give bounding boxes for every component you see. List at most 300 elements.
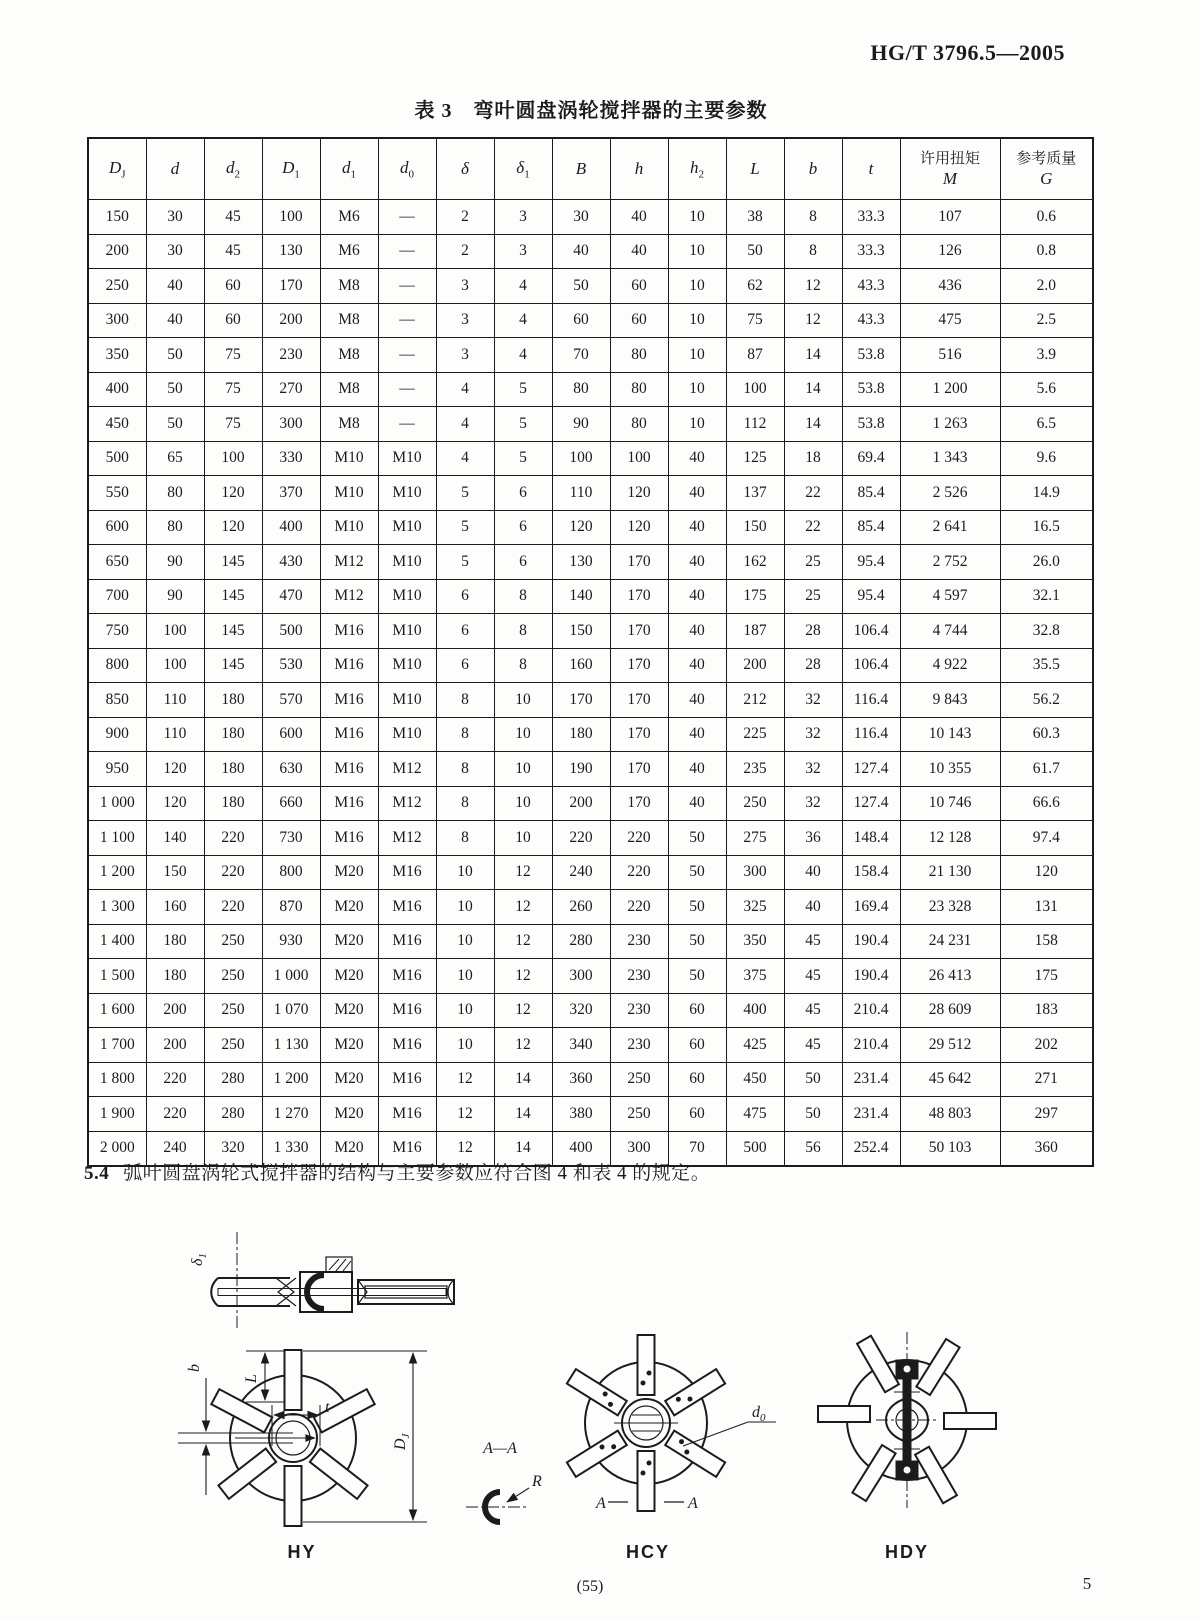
table-cell: 660 bbox=[262, 786, 320, 821]
table-cell: 210.4 bbox=[842, 993, 900, 1028]
table-cell: 220 bbox=[610, 855, 668, 890]
table-cell: 28 bbox=[784, 648, 842, 683]
table-cell: 60 bbox=[610, 269, 668, 304]
table-cell: 100 bbox=[204, 441, 262, 476]
table-cell: 29 512 bbox=[900, 1028, 1000, 1063]
table-cell: M16 bbox=[320, 683, 378, 718]
table-cell: 10 bbox=[494, 786, 552, 821]
table-cell: 10 bbox=[668, 407, 726, 442]
table-cell: 32 bbox=[784, 717, 842, 752]
table-cell: 40 bbox=[668, 614, 726, 649]
table-cell: 10 bbox=[436, 959, 494, 994]
table-cell: 25 bbox=[784, 579, 842, 614]
table-cell: 150 bbox=[146, 855, 204, 890]
table-cell: M10 bbox=[378, 476, 436, 511]
table-cell: 1 300 bbox=[88, 890, 146, 925]
table-cell: 10 bbox=[494, 683, 552, 718]
table-cell: 475 bbox=[726, 1097, 784, 1132]
table-cell: 100 bbox=[146, 614, 204, 649]
table-cell: 50 bbox=[146, 372, 204, 407]
table-cell: 10 bbox=[668, 303, 726, 338]
table-cell: 40 bbox=[610, 234, 668, 269]
table-cell: 6 bbox=[494, 476, 552, 511]
table-cell: M16 bbox=[378, 1028, 436, 1063]
table-cell: 50 bbox=[668, 821, 726, 856]
table-cell: 12 bbox=[494, 959, 552, 994]
table-cell: 170 bbox=[552, 683, 610, 718]
table-cell: 10 bbox=[436, 1028, 494, 1063]
table-cell: M8 bbox=[320, 269, 378, 304]
table-cell: — bbox=[378, 407, 436, 442]
table-cell: 300 bbox=[726, 855, 784, 890]
table-cell: 12 bbox=[494, 1028, 552, 1063]
table-cell: 21 130 bbox=[900, 855, 1000, 890]
table-cell: 10 746 bbox=[900, 786, 1000, 821]
table-cell: 3 bbox=[494, 234, 552, 269]
table-cell: 60 bbox=[668, 993, 726, 1028]
table-cell: 5 bbox=[436, 476, 494, 511]
table-cell: 140 bbox=[146, 821, 204, 856]
table-cell: 1 700 bbox=[88, 1028, 146, 1063]
table-cell: 95.4 bbox=[842, 545, 900, 580]
table-cell: 87 bbox=[726, 338, 784, 373]
table-cell: 40 bbox=[668, 545, 726, 580]
table-cell: 230 bbox=[262, 338, 320, 373]
table-cell: 360 bbox=[552, 1062, 610, 1097]
table-cell: 202 bbox=[1000, 1028, 1093, 1063]
table-cell: 425 bbox=[726, 1028, 784, 1063]
table-cell: 1 900 bbox=[88, 1097, 146, 1132]
table-cell: 3 bbox=[436, 303, 494, 338]
table-cell: 2.0 bbox=[1000, 269, 1093, 304]
table-cell: 110 bbox=[552, 476, 610, 511]
table-cell: 5.6 bbox=[1000, 372, 1093, 407]
table-cell: 43.3 bbox=[842, 303, 900, 338]
table-cell: 220 bbox=[204, 890, 262, 925]
table-cell: 9.6 bbox=[1000, 441, 1093, 476]
table-cell: 75 bbox=[204, 407, 262, 442]
table-cell: 175 bbox=[1000, 959, 1093, 994]
table-cell: 330 bbox=[262, 441, 320, 476]
table-cell: 40 bbox=[668, 752, 726, 787]
table-cell: 145 bbox=[204, 648, 262, 683]
table-cell: M16 bbox=[378, 855, 436, 890]
table-cell: 170 bbox=[610, 752, 668, 787]
table-row bbox=[88, 407, 1093, 442]
table-cell: 120 bbox=[552, 510, 610, 545]
table-cell: 6 bbox=[494, 545, 552, 580]
table-cell: 150 bbox=[552, 614, 610, 649]
table-cell: 360 bbox=[1000, 1131, 1093, 1166]
table-cell: 100 bbox=[146, 648, 204, 683]
table-cell: 10 bbox=[668, 200, 726, 235]
table-cell: 650 bbox=[88, 545, 146, 580]
table-cell: 26.0 bbox=[1000, 545, 1093, 580]
table-cell: 750 bbox=[88, 614, 146, 649]
d0-dim-label: $d_0$ bbox=[752, 1404, 766, 1424]
table-cell: 8 bbox=[436, 786, 494, 821]
table-cell: 10 bbox=[668, 234, 726, 269]
table-cell: M8 bbox=[320, 372, 378, 407]
standard-number: HG/T 3796.5—2005 bbox=[870, 40, 1065, 65]
table-cell: 450 bbox=[726, 1062, 784, 1097]
table-cell: — bbox=[378, 269, 436, 304]
table-cell: M8 bbox=[320, 338, 378, 373]
table-cell: 850 bbox=[88, 683, 146, 718]
table-cell: 5 bbox=[494, 407, 552, 442]
table-cell: 56 bbox=[784, 1131, 842, 1166]
table-cell: 200 bbox=[262, 303, 320, 338]
table-cell: 170 bbox=[610, 579, 668, 614]
table-cell: 48 803 bbox=[900, 1097, 1000, 1132]
table-cell: 1 800 bbox=[88, 1062, 146, 1097]
column-header: $d_2$ bbox=[204, 138, 262, 200]
table-cell: 14 bbox=[494, 1062, 552, 1097]
table-cell: 45 bbox=[204, 200, 262, 235]
table-cell: 252.4 bbox=[842, 1131, 900, 1166]
table-cell: 400 bbox=[552, 1131, 610, 1166]
table-cell: — bbox=[378, 303, 436, 338]
table-cell: M8 bbox=[320, 407, 378, 442]
table-cell: 22 bbox=[784, 510, 842, 545]
table-cell: 50 bbox=[552, 269, 610, 304]
section-aa-label: A—A bbox=[483, 1440, 517, 1457]
table-cell: M12 bbox=[378, 821, 436, 856]
table-cell: M20 bbox=[320, 855, 378, 890]
table-cell: 220 bbox=[610, 821, 668, 856]
table-cell: 4 bbox=[494, 338, 552, 373]
table-cell: M16 bbox=[320, 786, 378, 821]
table-cell: 350 bbox=[726, 924, 784, 959]
table-cell: M10 bbox=[378, 614, 436, 649]
table-cell: 85.4 bbox=[842, 510, 900, 545]
table-cell: 270 bbox=[262, 372, 320, 407]
table-cell: M20 bbox=[320, 1028, 378, 1063]
table-cell: 4 bbox=[436, 407, 494, 442]
table-cell: 120 bbox=[146, 786, 204, 821]
table-cell: 225 bbox=[726, 717, 784, 752]
table-cell: 0.8 bbox=[1000, 234, 1093, 269]
cut-a-right: A bbox=[688, 1495, 698, 1512]
table-cell: 53.8 bbox=[842, 407, 900, 442]
table-row bbox=[88, 959, 1093, 994]
table-cell: 180 bbox=[552, 717, 610, 752]
table-cell: 5 bbox=[494, 372, 552, 407]
table-cell: 150 bbox=[726, 510, 784, 545]
table-cell: 400 bbox=[726, 993, 784, 1028]
table-cell: 230 bbox=[610, 959, 668, 994]
table-cell: 40 bbox=[668, 510, 726, 545]
table-cell: — bbox=[378, 372, 436, 407]
table-cell: 3 bbox=[436, 338, 494, 373]
table-cell: 65 bbox=[146, 441, 204, 476]
table-cell: 200 bbox=[88, 234, 146, 269]
table-cell: 50 bbox=[784, 1097, 842, 1132]
table-row bbox=[88, 579, 1093, 614]
table-cell: 500 bbox=[88, 441, 146, 476]
table-cell: 22 bbox=[784, 476, 842, 511]
table-cell: 200 bbox=[146, 1028, 204, 1063]
table-cell: 28 bbox=[784, 614, 842, 649]
table-row bbox=[88, 924, 1093, 959]
column-header: d bbox=[146, 138, 204, 200]
table-cell: 1 000 bbox=[262, 959, 320, 994]
table-cell: 1 600 bbox=[88, 993, 146, 1028]
table-cell: 2 526 bbox=[900, 476, 1000, 511]
table-cell: 180 bbox=[204, 786, 262, 821]
table-cell: 33.3 bbox=[842, 234, 900, 269]
table-cell: 600 bbox=[88, 510, 146, 545]
table-cell: 250 bbox=[204, 959, 262, 994]
table-cell: 8 bbox=[436, 752, 494, 787]
table-cell: 1 070 bbox=[262, 993, 320, 1028]
table-cell: 45 bbox=[784, 993, 842, 1028]
table-cell: 550 bbox=[88, 476, 146, 511]
table-cell: M16 bbox=[320, 752, 378, 787]
table-cell: 137 bbox=[726, 476, 784, 511]
table-cell: 14 bbox=[494, 1131, 552, 1166]
table-cell: 300 bbox=[552, 959, 610, 994]
table-cell: 100 bbox=[610, 441, 668, 476]
table-cell: 12 bbox=[494, 993, 552, 1028]
table-cell: 53.8 bbox=[842, 338, 900, 373]
table-cell: 12 bbox=[494, 924, 552, 959]
table-cell: 430 bbox=[262, 545, 320, 580]
parameters-table-wrap bbox=[87, 137, 1094, 1167]
table-cell: 800 bbox=[88, 648, 146, 683]
table-cell: 4 bbox=[436, 441, 494, 476]
table-cell: 0.6 bbox=[1000, 200, 1093, 235]
table-cell: 61.7 bbox=[1000, 752, 1093, 787]
table-cell: M12 bbox=[320, 579, 378, 614]
table-cell: 12 bbox=[494, 890, 552, 925]
table-cell: 12 bbox=[436, 1097, 494, 1132]
table-cell: 60 bbox=[668, 1028, 726, 1063]
table-cell: 8 bbox=[784, 234, 842, 269]
table-row bbox=[88, 786, 1093, 821]
table-cell: — bbox=[378, 234, 436, 269]
table-cell: 90 bbox=[552, 407, 610, 442]
table-cell: 280 bbox=[552, 924, 610, 959]
table-cell: M10 bbox=[320, 510, 378, 545]
table-cell: 80 bbox=[146, 476, 204, 511]
table-cell: 60 bbox=[610, 303, 668, 338]
table-cell: 1 400 bbox=[88, 924, 146, 959]
table-row bbox=[88, 1062, 1093, 1097]
table-cell: 110 bbox=[146, 717, 204, 752]
table-cell: 40 bbox=[668, 683, 726, 718]
column-header: $\delta_1$ bbox=[494, 138, 552, 200]
table-cell: M10 bbox=[378, 648, 436, 683]
table-cell: M20 bbox=[320, 924, 378, 959]
table-cell: 40 bbox=[668, 648, 726, 683]
table-cell: 380 bbox=[552, 1097, 610, 1132]
table-cell: M10 bbox=[378, 683, 436, 718]
table-cell: 120 bbox=[610, 510, 668, 545]
table-cell: 6 bbox=[436, 614, 494, 649]
table-cell: 180 bbox=[146, 924, 204, 959]
table-cell: 183 bbox=[1000, 993, 1093, 1028]
hcy-caption: HCY bbox=[625, 1542, 671, 1562]
table-cell: 220 bbox=[204, 821, 262, 856]
table-cell: 10 bbox=[436, 855, 494, 890]
table-cell: 50 bbox=[146, 407, 204, 442]
table-cell: 14 bbox=[784, 372, 842, 407]
table-cell: 530 bbox=[262, 648, 320, 683]
table-cell: 900 bbox=[88, 717, 146, 752]
table-cell: 240 bbox=[552, 855, 610, 890]
table-cell: 26 413 bbox=[900, 959, 1000, 994]
table-cell: 4 bbox=[436, 372, 494, 407]
table-cell: M20 bbox=[320, 959, 378, 994]
table-cell: M20 bbox=[320, 1062, 378, 1097]
table-cell: 8 bbox=[784, 200, 842, 235]
table-cell: 630 bbox=[262, 752, 320, 787]
page-number: 5 bbox=[1082, 1574, 1092, 1593]
table-cell: M16 bbox=[320, 717, 378, 752]
table-cell: 220 bbox=[146, 1097, 204, 1132]
table-cell: 450 bbox=[88, 407, 146, 442]
table-cell: 50 bbox=[668, 890, 726, 925]
table-row bbox=[88, 303, 1093, 338]
figure-hcy-front-view bbox=[466, 1335, 776, 1562]
table-cell: 10 bbox=[436, 993, 494, 1028]
table-cell: 140 bbox=[552, 579, 610, 614]
table-cell: M10 bbox=[378, 510, 436, 545]
table-cell: 1 270 bbox=[262, 1097, 320, 1132]
table-cell: 112 bbox=[726, 407, 784, 442]
table-cell: 10 bbox=[436, 890, 494, 925]
table-cell: 1 100 bbox=[88, 821, 146, 856]
table-cell: 69.4 bbox=[842, 441, 900, 476]
table-cell: 250 bbox=[204, 993, 262, 1028]
table-row bbox=[88, 890, 1093, 925]
table-cell: 170 bbox=[262, 269, 320, 304]
table-row bbox=[88, 821, 1093, 856]
table-cell: 120 bbox=[204, 510, 262, 545]
delta1-dim-label: $\delta_1$ bbox=[189, 1253, 209, 1266]
table-cell: 8 bbox=[494, 579, 552, 614]
column-header: δ bbox=[436, 138, 494, 200]
table-cell: 145 bbox=[204, 579, 262, 614]
table-cell: 8 bbox=[494, 614, 552, 649]
table-cell: 32.8 bbox=[1000, 614, 1093, 649]
table-cell: 200 bbox=[146, 993, 204, 1028]
table-cell: 400 bbox=[88, 372, 146, 407]
table-cell: 3 bbox=[494, 200, 552, 235]
table-cell: M10 bbox=[320, 441, 378, 476]
table-cell: 250 bbox=[204, 924, 262, 959]
table-cell: M16 bbox=[378, 1062, 436, 1097]
table-cell: 190.4 bbox=[842, 959, 900, 994]
table-cell: 56.2 bbox=[1000, 683, 1093, 718]
table-cell: 106.4 bbox=[842, 614, 900, 649]
table-cell: 10 bbox=[668, 269, 726, 304]
table-cell: 23 328 bbox=[900, 890, 1000, 925]
table-cell: 120 bbox=[146, 752, 204, 787]
table-cell: 158 bbox=[1000, 924, 1093, 959]
column-header: L bbox=[726, 138, 784, 200]
table-row bbox=[88, 1028, 1093, 1063]
table-cell: M10 bbox=[378, 579, 436, 614]
table-cell: 231.4 bbox=[842, 1097, 900, 1132]
table-cell: 40 bbox=[784, 855, 842, 890]
table-cell: 6.5 bbox=[1000, 407, 1093, 442]
table-cell: 14.9 bbox=[1000, 476, 1093, 511]
table-row bbox=[88, 683, 1093, 718]
table-cell: 50 bbox=[784, 1062, 842, 1097]
table-cell: M16 bbox=[320, 821, 378, 856]
b-dim-label: b bbox=[186, 1364, 203, 1372]
table-cell: M16 bbox=[320, 648, 378, 683]
table-cell: 210.4 bbox=[842, 1028, 900, 1063]
table-cell: 75 bbox=[726, 303, 784, 338]
table-cell: 4 597 bbox=[900, 579, 1000, 614]
table-cell: 120 bbox=[204, 476, 262, 511]
table-cell: 6 bbox=[494, 510, 552, 545]
table-cell: 80 bbox=[552, 372, 610, 407]
table-cell: 6 bbox=[436, 579, 494, 614]
table-cell: 75 bbox=[204, 372, 262, 407]
table-row bbox=[88, 372, 1093, 407]
table-cell: 100 bbox=[262, 200, 320, 235]
table-cell: 40 bbox=[146, 303, 204, 338]
table-cell: 250 bbox=[726, 786, 784, 821]
table-cell: 275 bbox=[726, 821, 784, 856]
figure-4-drawings bbox=[80, 1200, 1160, 1580]
table-cell: 97.4 bbox=[1000, 821, 1093, 856]
table-cell: 162 bbox=[726, 545, 784, 580]
table-cell: 110 bbox=[146, 683, 204, 718]
column-header: $D_1$ bbox=[262, 138, 320, 200]
table-row bbox=[88, 200, 1093, 235]
table-cell: 50 bbox=[668, 959, 726, 994]
table-cell: 10 bbox=[494, 821, 552, 856]
table-cell: 300 bbox=[88, 303, 146, 338]
table-cell: 14 bbox=[784, 338, 842, 373]
table-cell: 800 bbox=[262, 855, 320, 890]
table-cell: 240 bbox=[146, 1131, 204, 1166]
hy-caption: HY bbox=[287, 1542, 317, 1562]
table-cell: 130 bbox=[552, 545, 610, 580]
table-cell: 40 bbox=[668, 786, 726, 821]
table-cell: 32 bbox=[784, 786, 842, 821]
table-cell: 190 bbox=[552, 752, 610, 787]
table-row bbox=[88, 855, 1093, 890]
table-cell: 10 bbox=[436, 924, 494, 959]
table-row bbox=[88, 234, 1093, 269]
table-cell: M16 bbox=[378, 993, 436, 1028]
table-cell: 350 bbox=[88, 338, 146, 373]
table-cell: 127.4 bbox=[842, 752, 900, 787]
table-cell: 280 bbox=[204, 1062, 262, 1097]
table-cell: M10 bbox=[378, 717, 436, 752]
table-cell: 170 bbox=[610, 786, 668, 821]
table-cell: 230 bbox=[610, 1028, 668, 1063]
table-cell: 90 bbox=[146, 545, 204, 580]
table-cell: 10 bbox=[494, 717, 552, 752]
table-cell: 180 bbox=[204, 752, 262, 787]
table-cell: — bbox=[378, 200, 436, 235]
hdy-caption: HDY bbox=[884, 1542, 930, 1562]
table-cell: 125 bbox=[726, 441, 784, 476]
table-row bbox=[88, 441, 1093, 476]
table-cell: M6 bbox=[320, 200, 378, 235]
table-cell: 70 bbox=[668, 1131, 726, 1166]
table-cell: 66.6 bbox=[1000, 786, 1093, 821]
table-cell: 45 642 bbox=[900, 1062, 1000, 1097]
table-cell: 9 843 bbox=[900, 683, 1000, 718]
